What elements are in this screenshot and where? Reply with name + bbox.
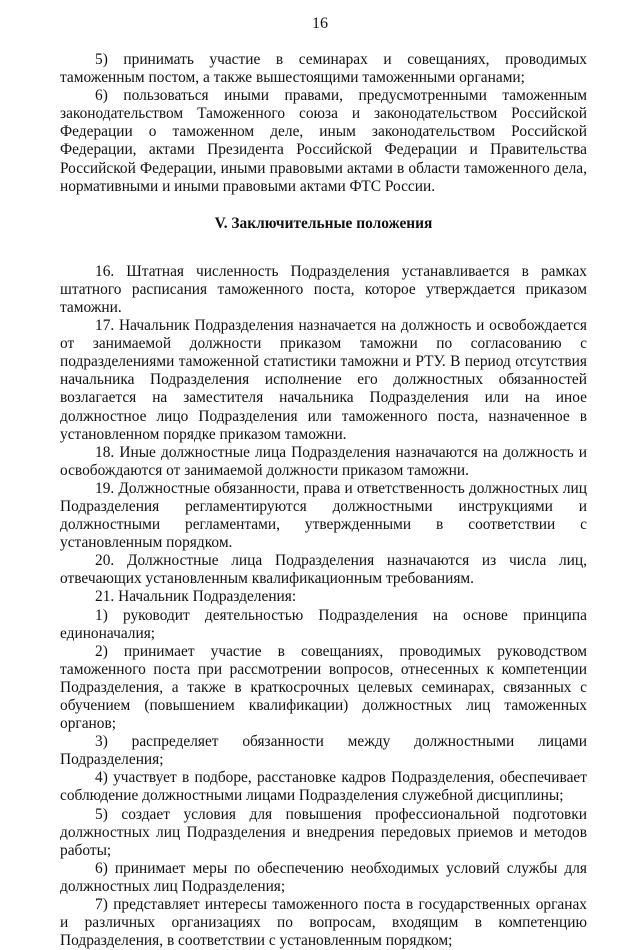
paragraph-21-item-3: 3) распределяет обязанности между должностными лицами Подразделения; <box>60 733 587 769</box>
document-body <box>60 51 587 950</box>
paragraph-18: 18. Иные должностные лица Подразделения назначаются на должность и освобождаются от занимаемой должности приказом таможни. <box>60 443 587 479</box>
paragraph-21-item-2: 2) принимает участие в совещаниях, проводимых руководством таможенного поста при рассмотрении вопросов, отнесенных к компетенции Подразделения, а также в краткосрочных целевых семинарах, связанных с обучением (повышением квалификации) должностных лиц таможенных органов; <box>60 642 587 733</box>
paragraph-17: 17. Начальник Подразделения назначается на должность и освобождается от занимаемой должности приказом таможни по согласованию с подразделениями таможенной статистики таможни и РТУ. В период отсутствия начальника Подразделения исполнение его должностных обязанностей возлагается на заместителя начальника Подразделения или на иное должностное лицо Подразделения или таможенного поста, назначенное в установленном порядке приказом таможни. <box>60 317 587 443</box>
paragraph-21-item-5: 5) создает условия для повышения профессиональной подготовки должностных лиц Подразделения и внедрения передовых приемов и методов работы; <box>60 805 587 859</box>
paragraph-21-item-1: 1) руководит деятельностью Подразделения на основе принципа единоначалия; <box>60 606 587 642</box>
spacer <box>60 252 587 263</box>
paragraph-21-item-6: 6) принимает меры по обеспечению необходимых условий службы для должностных лиц Подразделения; <box>60 859 587 895</box>
paragraph-19: 19. Должностные обязанности, права и ответственность должностных лиц Подразделения регламентируются должностными инструкциями и должностными регламентами, утвержденными в соответствии с установленным порядком. <box>60 479 587 552</box>
section-heading: V. Заключительные положения <box>214 214 433 232</box>
paragraph-21-item-4: 4) участвует в подборе, расстановке кадров Подразделения, обеспечивает соблюдение должностными лицами Подразделения служебной дисциплины; <box>60 769 587 805</box>
paragraph-rights-5: 5) принимать участие в семинарах и совещаниях, проводимых таможенным постом, а также вышестоящими таможенными органами; <box>60 51 587 87</box>
paragraph-16: 16. Штатная численность Подразделения устанавливается в рамках штатного расписания таможенного поста, которое утверждается приказом таможни. <box>60 262 587 316</box>
paragraph-rights-6: 6) пользоваться иными правами, предусмотренными таможенным законодательством Таможенного союза и законодательством Российской Федерации о таможенном деле, иным законодательством Российской Федерации, актами Президента Российской Федерации и Правительства Российской Федерации, иными правовыми актами в области таможенного дела, нормативными и иными правовыми актами ФТС России. <box>60 87 587 195</box>
page-number: 16 <box>312 15 328 32</box>
paragraph-21: 21. Начальник Подразделения: <box>95 588 297 606</box>
paragraph-20: 20. Должностные лица Подразделения назначаются из числа лиц, отвечающих установленным квалификационным требованиям. <box>60 552 587 588</box>
paragraph-21-item-7: 7) представляет интересы таможенного поста в государственных органах и различных организациях по вопросам, входящим в компетенцию Подразделения, в соответствии с установленным порядком; <box>60 896 587 950</box>
